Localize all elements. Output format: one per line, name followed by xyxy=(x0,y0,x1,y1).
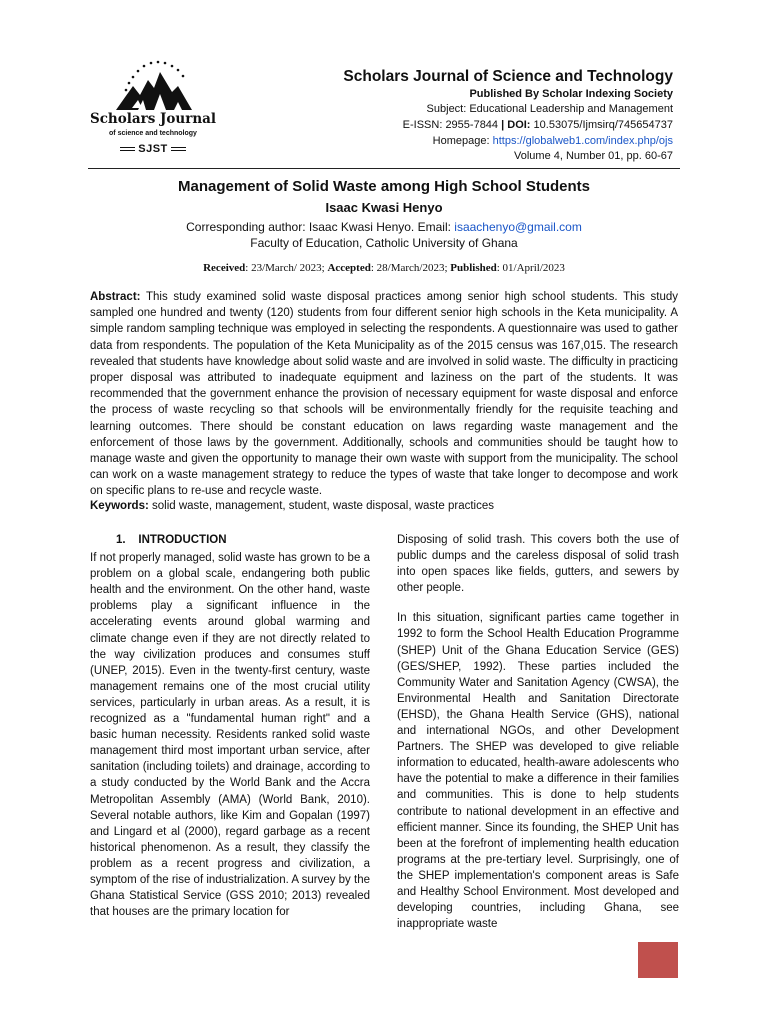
logo-subtitle: of science and technology xyxy=(109,130,197,137)
paper-title: Management of Solid Waste among High School Students xyxy=(178,178,590,195)
intro-paragraph: In this situation, significant parties came together in 1992 to form the School Health Education Programme (SHEP) Unit of the Ghana Education Service (GES) (GES/SHEP, 1992). These parties included the Community Water and Sanitation Agency (CWSA), the Environmental Health and Sanitation Directorate (EHSD), the Ghana Health Service (GHS), national and international NGOs, and other Development Partners. The SHEP was developed to give reliable information to educated, health-aware adolescents who have the potential to make a difference in their families and communities. This is done to help students contribute to national development in an effective and efficient manner. Since its founding, the SHEP Unit has been at the forefront of implementing health education programs at the pre-tertiary level. Surprisingly, one of the SHEP implementation's component areas is Safe and Healthy School Environment. Most developed and developing countries, including Ghana, see inappropriate waste xyxy=(397,612,679,931)
corresponding-author: Corresponding author: Isaac Kwasi Henyo. Email: isaachenyo@gmail.com xyxy=(186,220,582,234)
logo-name: Scholars Journal xyxy=(89,111,217,127)
email-link[interactable]: isaachenyo@gmail.com xyxy=(454,220,582,234)
affiliation: Faculty of Education, Catholic University of Ghana xyxy=(250,236,518,250)
abstract xyxy=(90,289,678,500)
author-name: Isaac Kwasi Henyo xyxy=(325,200,443,215)
abstract-label: Abstract: xyxy=(90,291,141,303)
keywords: Keywords: solid waste, management, student, waste disposal, waste practices xyxy=(90,500,494,512)
logo-mountains xyxy=(116,72,192,110)
volume-info: Volume 4, Number 01, pp. 60-67 xyxy=(514,150,673,162)
section-heading: 1. INTRODUCTION xyxy=(116,534,227,546)
logo-abbreviation: SJST xyxy=(88,143,218,155)
intro-left-column xyxy=(90,532,370,920)
homepage-link[interactable]: https://globalweb1.com/index.php/ojs xyxy=(492,135,673,147)
submission-dates: Received: 23/March/ 2023; Accepted: 28/March/2023; Published: 01/April/2023 xyxy=(203,262,565,274)
issn-doi-line: E-ISSN: 2955-7844 | DOI: 10.53075/Ijmsirq/745654737 xyxy=(402,119,673,131)
homepage-line: Homepage: https://globalweb1.com/index.php/ojs xyxy=(432,135,673,147)
intro-paragraph: If not properly managed, solid waste has grown to be a problem on a global scale, endangering both public health and the environment. On the other hand, waste problems play a significant influence in the accelerating events around global warming and climate change even if they are not directly related to the way civilization produces and consumes stuff (UNEP, 2015). Even in the twenty-first century, waste management remains one of the most crucial utility services, particularly in urban areas. As a result, it is recognized as a "fundamental human right" and a basic human necessity. Residents ranked solid waste management third most important urban service, after sanitation (including toilets) and drainage, according to a study conducted by the World Bank and the Accra Metropolitan Assembly (AMA) (World Bank, 2010). Several notable authors, like Kim and Gopalan (1997) and Lingard et al (2000), regard garbage as a recent historical phenomenon. As a result, they classify the problem as a recent progress and civilization, a symptom of the rise of industrialization. A survey by the Ghana Statistical Service (GSS 2010; 2013) revealed that houses are the primary location for xyxy=(90,552,370,919)
header-divider xyxy=(88,168,680,169)
journal-title: Scholars Journal of Science and Technology xyxy=(343,68,673,85)
intro-right-column xyxy=(397,532,679,932)
intro-paragraph: Disposing of solid trash. This covers both the use of public dumps and the careless disposal of solid trash into open spaces like fields, gutters, and sewers by other people. xyxy=(397,534,679,595)
abstract-text: This study examined solid waste disposal practices among senior high school students. This study sampled one hundred and twenty (120) students from four different senior high schools in the Keta municipality. A simple random sampling technique was employed in selecting the respondents. A questionnaire was used to gather data from respondents. The population of the Keta Municipality as of the 2015 census was 167,015. The research revealed that students have knowledge about solid waste and are involved in solid waste. The difficulty in practicing proper disposal was attributed to inadequate equipment and laziness on the part of the students. It was recommended that the government enhance the provision of necessary equipment for waste disposal and enforce the process of waste recycling so that schools will be environmentally friendly for the requisite teaching and learning outcomes. There should be constant education on laws regarding waste management and the enforcement of those laws by the government. Additionally, schools and communities should be taught how to manage waste and given the opportunity to manage their own waste with support from the municipality. The school can work on a waste management strategy to reduce the types of waste that take longer to decompose and work on specific plans to re-use and recycle waste. xyxy=(90,291,678,498)
publisher: Published By Scholar Indexing Society xyxy=(469,88,673,100)
subject: Subject: Educational Leadership and Management xyxy=(426,103,673,115)
page-marker-box xyxy=(638,942,678,978)
